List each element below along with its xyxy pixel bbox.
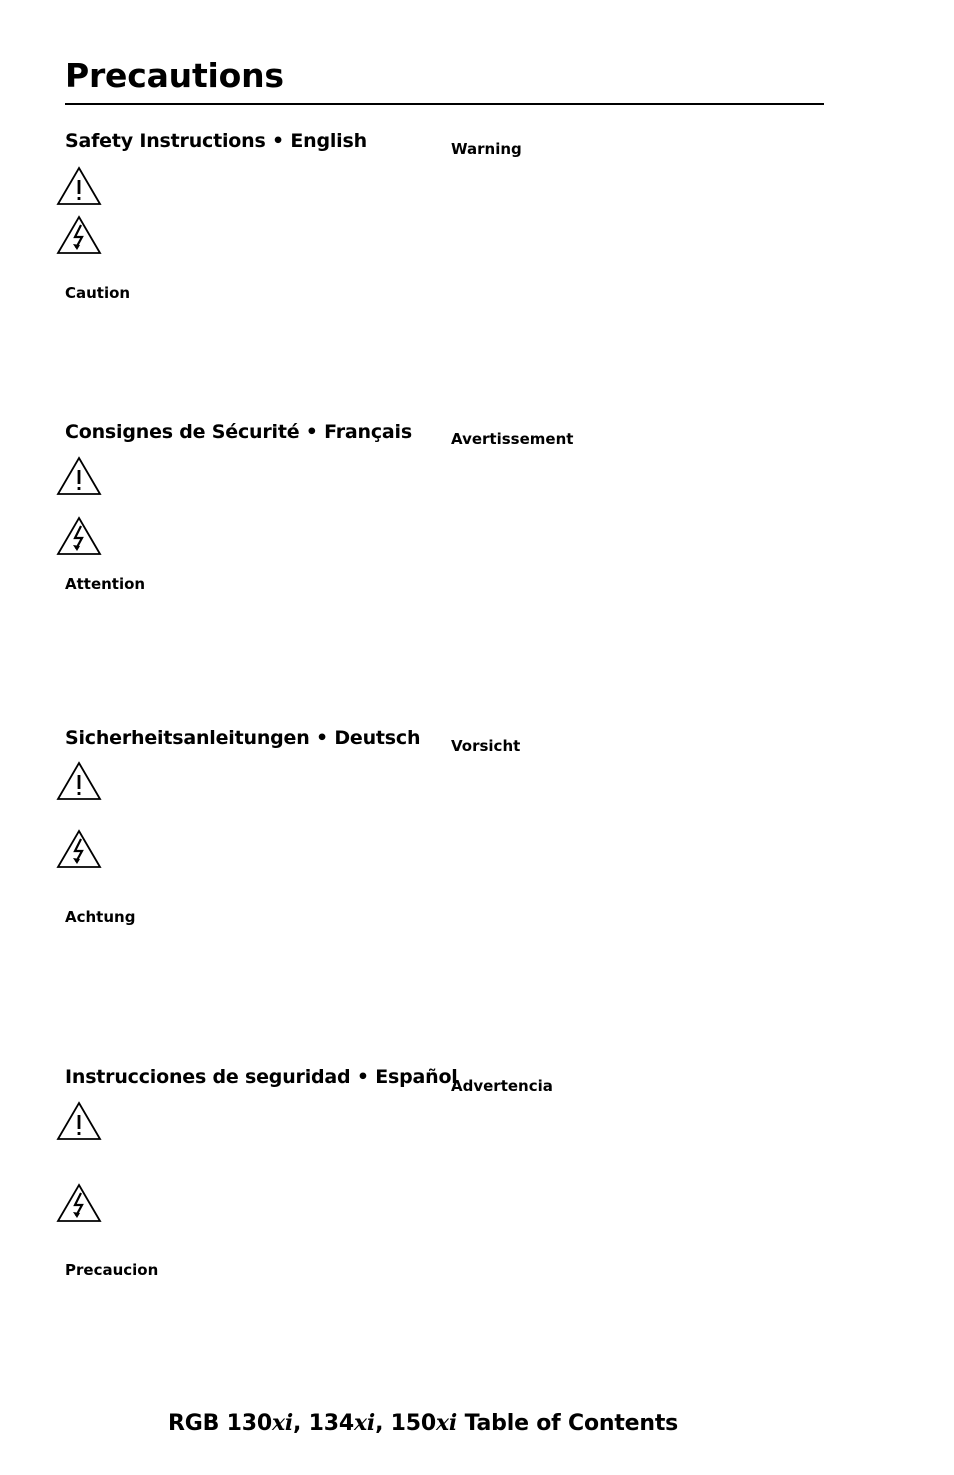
title-divider [65,103,824,105]
warning-label-francais: Avertissement [451,430,574,448]
warning-label-deutsch: Vorsicht [451,737,521,755]
lightning-triangle-icon [56,516,102,556]
lightning-triangle-icon [56,1183,102,1223]
exclamation-triangle-icon [56,456,102,496]
section-heading-english: Safety Instructions • English [65,130,367,152]
footer-model-suffix: xi [436,1410,458,1436]
lightning-triangle-icon [56,215,102,255]
footer-model-3: , 150 [375,1411,437,1436]
exclamation-triangle-icon [56,761,102,801]
footer-table-of-contents-link[interactable] [168,1408,678,1439]
footer-model-suffix: xi [353,1410,376,1436]
footer-link-text[interactable]: Table of Contents [464,1411,679,1436]
exclamation-triangle-icon [56,166,102,206]
caution-label-espanol: Precaucion [65,1261,159,1279]
caution-label-francais: Attention [65,575,146,593]
section-heading-francais: Consignes de Sécurité • Français [65,421,412,443]
caution-label-english: Caution [65,284,131,302]
footer-model-2: , 134 [293,1411,354,1436]
lightning-triangle-icon [56,829,102,869]
footer-model-prefix: RGB 130 [168,1411,272,1436]
warning-label-espanol: Advertencia [451,1077,553,1095]
section-heading-espanol: Instrucciones de seguridad • Español [65,1066,458,1088]
caution-label-deutsch: Achtung [65,908,136,926]
warning-label-english: Warning [451,140,522,158]
footer-model-suffix: xi [271,1410,294,1436]
section-heading-deutsch: Sicherheitsanleitungen • Deutsch [65,727,421,749]
exclamation-triangle-icon [56,1101,102,1141]
page-title: Precautions [65,56,284,95]
